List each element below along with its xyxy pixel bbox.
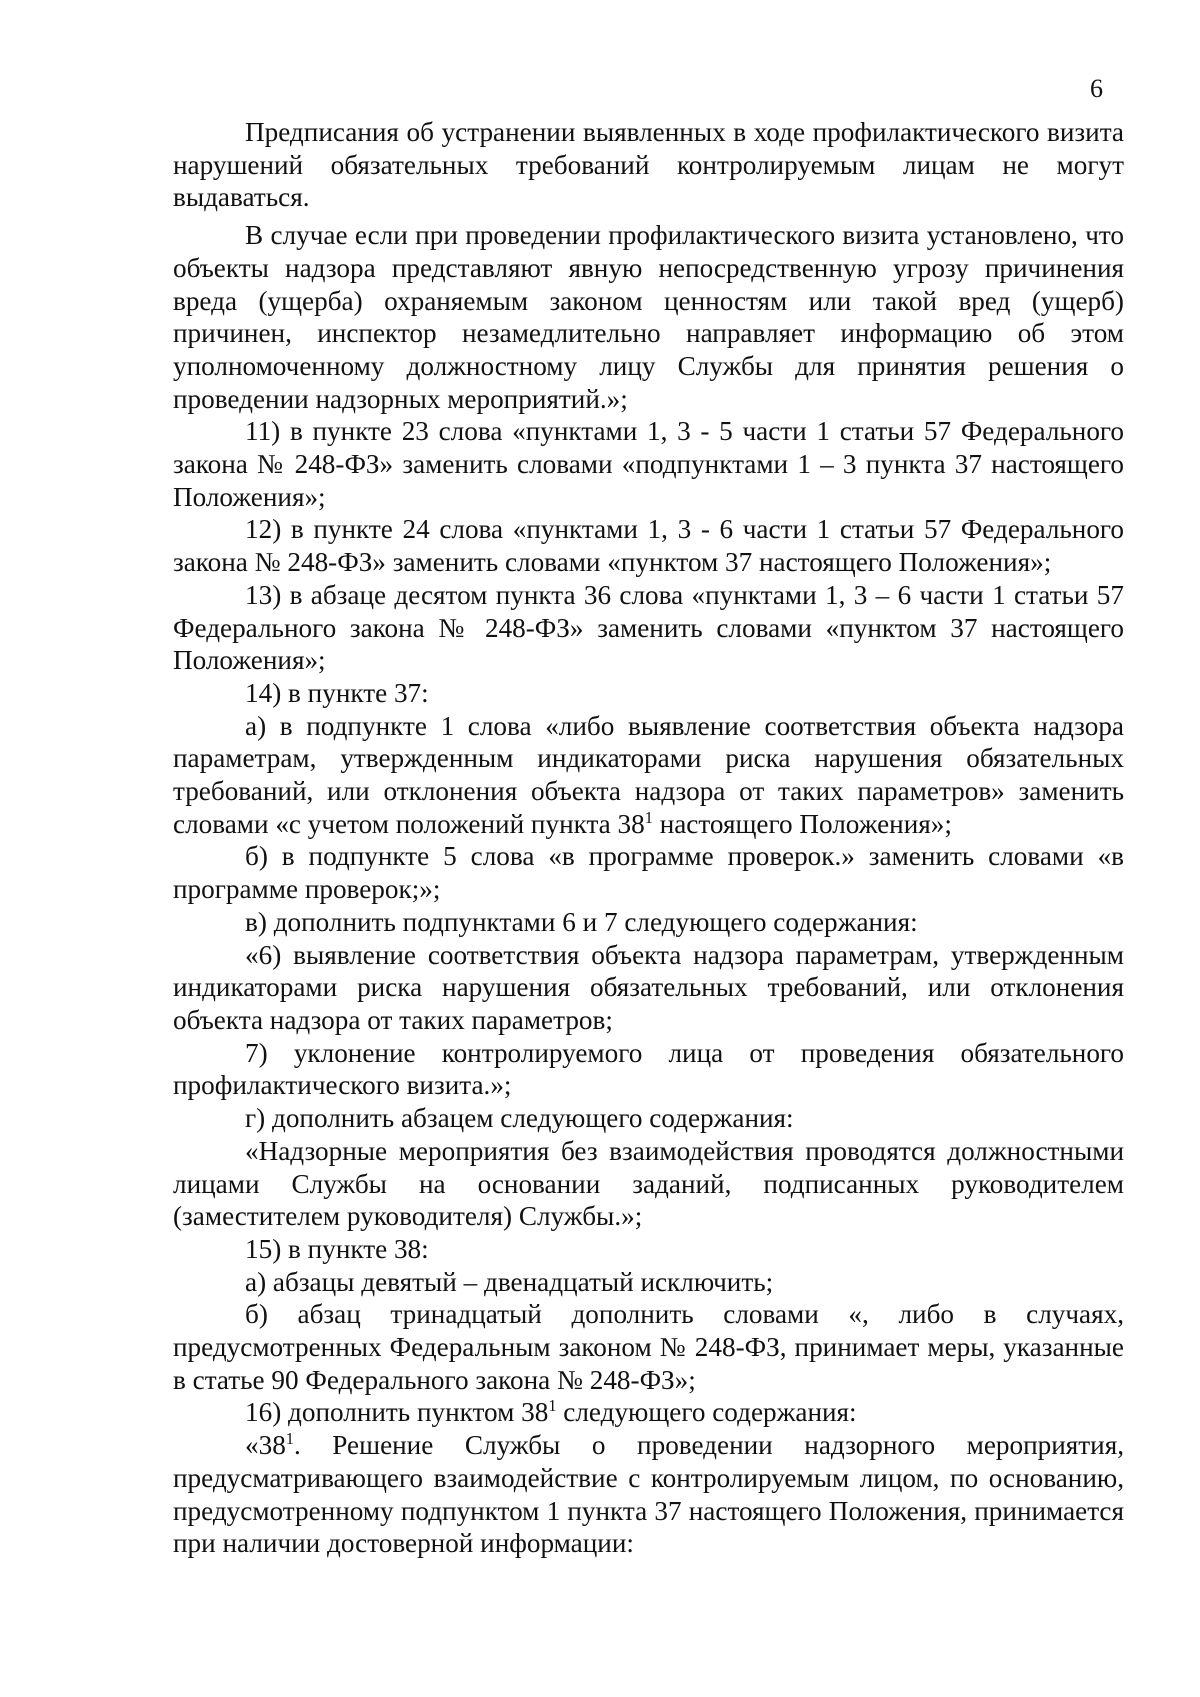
paragraph-text: 14) в пункте 37:	[245, 677, 429, 708]
paragraph-text: в) дополнить подпунктами 6 и 7 следующего содержания:	[245, 906, 918, 937]
paragraph-text: Предписания об устранении выявленных в ходе профилактического визита нарушений обязательных требований контролируемым лицам не могут выдаваться.	[173, 117, 1124, 213]
paragraph-text: «Надзорные мероприятия без взаимодействия проводятся должностными лицами Службы на основании заданий, подписанных руководителем (заместителем руководителя) Службы.»;	[173, 1135, 1124, 1232]
paragraph	[173, 906, 1124, 939]
paragraph-text: а) абзацы девятый – двенадцатый исключить;	[245, 1266, 774, 1297]
paragraph-text: «6) выявление соответствия объекта надзора параметрам, утвержденным индикаторами риска нарушения обязательных требований, или отклонения объекта надзора от таких параметров;	[173, 939, 1124, 1035]
paragraph	[173, 1037, 1124, 1102]
paragraph-text-continued: настоящего Положения»;	[652, 808, 952, 839]
paragraph-text: «38	[245, 1430, 286, 1461]
paragraph-text-continued: следующего содержания:	[556, 1397, 857, 1428]
paragraph-text: 13) в абзаце десятом пункта 36 слова «пунктами 1, 3 – 6 части 1 статьи 57 Федерального закона № 248-ФЗ» заменить словами «пунктом 37 настоящего Положения»;	[173, 579, 1124, 676]
paragraph-text: а) в подпункте 1 слова «либо выявление соответствия объекта надзора параметрам, утвержденным индикаторами риска нарушения обязательных требований, или отклонения объекта надзора от таких параметров» заменить словами «с учетом положений пункта 38	[173, 710, 1124, 839]
paragraph	[173, 415, 1124, 513]
paragraph	[173, 1429, 1124, 1560]
paragraph	[173, 1396, 1124, 1429]
paragraph	[173, 677, 1124, 710]
paragraph-text: б) абзац тринадцатый дополнить словами «, либо в случаях, предусмотренных Федеральным законом № 248-ФЗ, принимает меры, указанные в статье 90 Федерального закона № 248-ФЗ»;	[173, 1299, 1124, 1395]
paragraph-text: В случае если при проведении профилактического визита установлено, что объекты надзора представляют явную непосредственную угрозу причинения вреда (ущерба) охраняемым законом ценностям или такой вред (ущерб) причинен, инспектор незамедлительно направляет информацию об этом уполномоченному должностному лицу Службы для принятия решения о проведении надзорных мероприятий.»;	[173, 220, 1124, 414]
paragraph-text: 12) в пункте 24 слова «пунктами 1, 3 - 6 части 1 статьи 57 Федерального закона № 248-ФЗ» заменить словами «пунктом 37 настоящего Положения»;	[173, 514, 1124, 578]
paragraph	[173, 219, 1124, 415]
paragraph	[173, 840, 1124, 905]
paragraph-text: 11) в пункте 23 слова «пунктами 1, 3 - 5 части 1 статьи 57 Федерального закона № 248-ФЗ» заменить словами «подпунктами 1 – 3 пункта 37 настоящего Положения»;	[173, 416, 1124, 512]
page-number: 6	[1090, 74, 1103, 103]
document-body	[173, 116, 1124, 1560]
paragraph	[173, 710, 1124, 841]
paragraph	[173, 116, 1124, 214]
paragraph-text: 16) дополнить пунктом 38	[245, 1397, 549, 1428]
paragraph-text: г) дополнить абзацем следующего содержания:	[245, 1103, 794, 1134]
paragraph-text: 15) в пункте 38:	[245, 1233, 429, 1264]
paragraph	[173, 1266, 1124, 1299]
superscript-index: 1	[285, 1429, 294, 1449]
paragraph-text: б) в подпункте 5 слова «в программе проверок.» заменить словами «в программе проверок;»;	[173, 841, 1124, 905]
superscript-index: 1	[548, 1396, 557, 1416]
paragraph	[173, 1298, 1124, 1396]
paragraph	[173, 513, 1124, 578]
paragraph-text: 7) уклонение контролируемого лица от проведения обязательного профилактического визита.»;	[173, 1037, 1124, 1101]
paragraph	[173, 579, 1124, 677]
paragraph	[173, 1102, 1124, 1135]
paragraph-text-continued: . Решение Службы о проведении надзорного мероприятия, предусматривающего взаимодействие с контролируемым лицом, по основанию, предусмотренному подпунктом 1 пункта 37 настоящего Положения, принимается при наличии достоверной информации:	[173, 1430, 1124, 1559]
paragraph	[173, 939, 1124, 1037]
paragraph	[173, 1233, 1124, 1266]
superscript-index: 1	[644, 807, 653, 827]
paragraph	[173, 1135, 1124, 1233]
